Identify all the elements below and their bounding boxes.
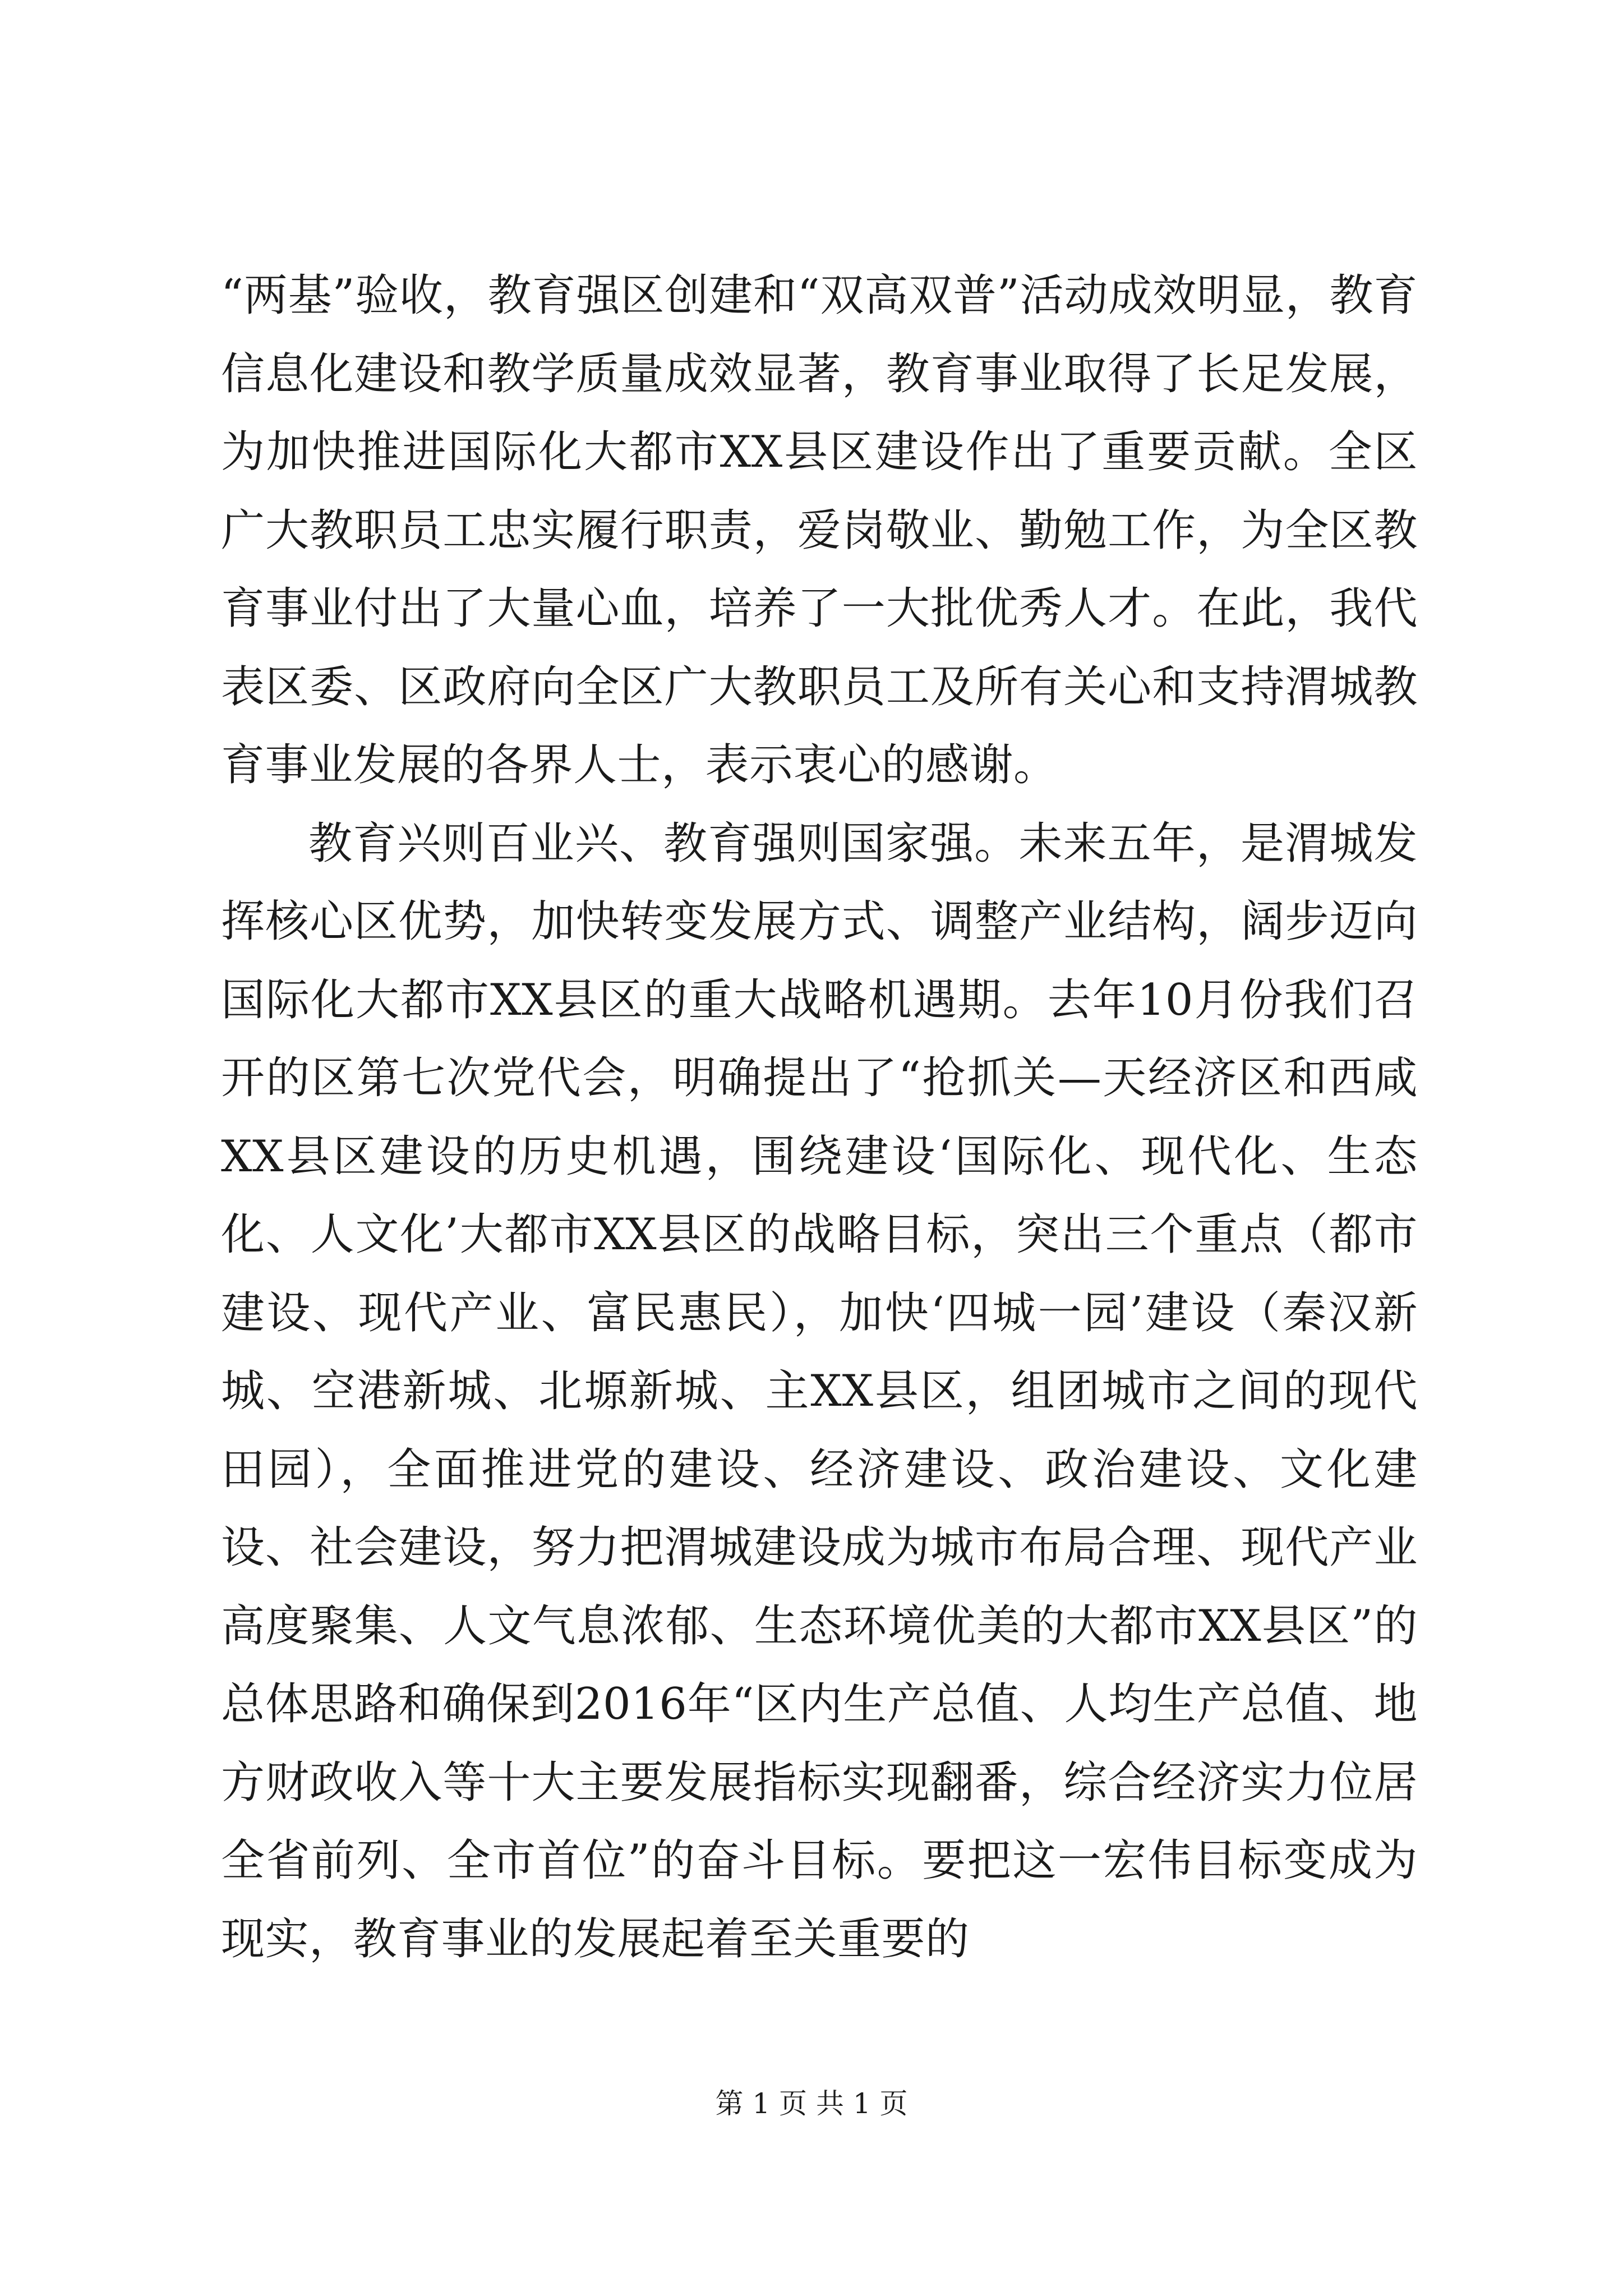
paragraph-continued: “两基”验收，教育强区创建和“双高双普”活动成效明显，教育信息化建设和教学质量成效显著，教育事业取得了长足发展，为加快推进国际化大都市XX县区建设作出了重要贡献。全区广大教职员工忠实履行职责，爱岗敬业、勤勉工作，为全区教育事业付出了大量心血，培养了一大批优秀人才。在此，我代表区委、区政府向全区广大教职员工及所有关心和支持渭城教育事业发展的各界人士，表示衷心的感谢。 [221, 270, 1418, 790]
page-footer: 第 1 页 共 1 页 [715, 2087, 908, 2120]
paragraph: 教育兴则百业兴、教育强则国家强。未来五年，是渭城发挥核心区优势，加快转变发展方式、调整产业结构，阔步迈向国际化大都市XX县区的重大战略机遇期。去年10月份我们召开的区第七次党代会，明确提出了“抢抓关—天经济区和西咸XX县区建设的历史机遇，围绕建设‘国际化、现代化、生态化、人文化’大都市XX县区的战略目标，突出三个重点（都市建设、现代产业、富民惠民），加快‘四城一园’建设（秦汉新城、空港新城、北塬新城、主XX县区，组团城市之间的现代田园），全面推进党的建设、经济建设、政治建设、文化建设、社会建设，努力把渭城建设成为城市布局合理、现代产业高度聚集、人文气息浓郁、生态环境优美的大都市XX县区”的总体思路和确保到2016年“区内生产总值、人均生产总值、地方财政收入等十大主要发展指标实现翻番，综合经济实力位居全省前列、全市首位”的奋斗目标。要把这一宏伟目标变成为现实，教育事业的发展起着至关重要的 [221, 818, 1418, 1964]
document-body [221, 257, 1418, 1978]
